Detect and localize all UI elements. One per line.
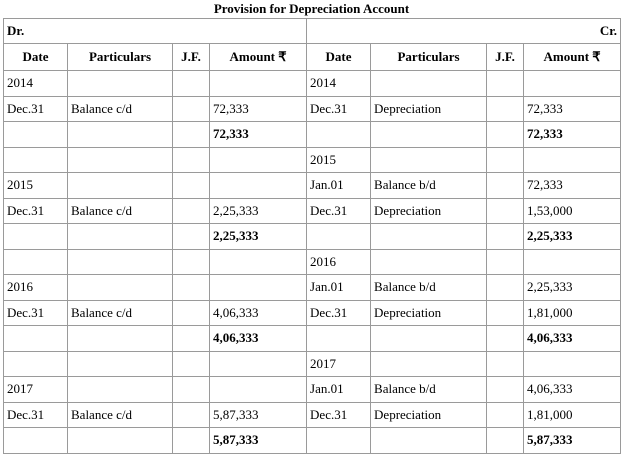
debit-date-cell: [4, 249, 68, 275]
credit-amount-cell: 2,25,333: [524, 224, 621, 250]
credit-date-cell: 2015: [307, 147, 371, 173]
table-row: [4, 402, 621, 428]
table-row: [4, 198, 621, 224]
debit-date-cell: Dec.31: [4, 300, 68, 326]
debit-particulars-cell: [68, 224, 173, 250]
credit-date-cell: 2016: [307, 249, 371, 275]
credit-date-cell: Dec.31: [307, 402, 371, 428]
side-label-row: [4, 19, 621, 44]
table-row: [4, 351, 621, 377]
total-row: [4, 122, 621, 148]
credit-date-cell: Dec.31: [307, 300, 371, 326]
credit-particulars-cell: Balance b/d: [371, 377, 487, 403]
debit-amount-cell: [210, 275, 307, 301]
debit-jf-cell: [173, 198, 210, 224]
credit-amount-cell: 72,333: [524, 173, 621, 199]
debit-date-cell: [4, 428, 68, 454]
debit-jf-cell: [173, 326, 210, 352]
credit-jf-cell: [487, 377, 524, 403]
debit-jf-cell: [173, 300, 210, 326]
debit-date-cell: Dec.31: [4, 198, 68, 224]
debit-jf-cell: [173, 147, 210, 173]
debit-side-label: Dr.: [4, 19, 307, 44]
credit-particulars-cell: Balance b/d: [371, 173, 487, 199]
debit-amount-header: Amount ₹: [210, 44, 307, 71]
debit-jf-cell: [173, 377, 210, 403]
debit-jf-cell: [173, 402, 210, 428]
debit-date-cell: [4, 351, 68, 377]
debit-date-cell: 2015: [4, 173, 68, 199]
credit-particulars-cell: [371, 428, 487, 454]
debit-date-cell: [4, 147, 68, 173]
credit-side-label: Cr.: [307, 19, 621, 44]
debit-particulars-cell: [68, 275, 173, 301]
debit-particulars-cell: [68, 249, 173, 275]
debit-particulars-cell: [68, 351, 173, 377]
credit-jf-cell: [487, 96, 524, 122]
credit-amount-cell: 1,53,000: [524, 198, 621, 224]
account-title: Provision for Depreciation Account: [213, 1, 410, 16]
credit-jf-cell: [487, 326, 524, 352]
debit-jf-header: J.F.: [173, 44, 210, 71]
credit-amount-cell: 4,06,333: [524, 326, 621, 352]
credit-jf-cell: [487, 122, 524, 148]
debit-amount-cell: 4,06,333: [210, 326, 307, 352]
table-row: [4, 147, 621, 173]
debit-particulars-cell: [68, 122, 173, 148]
credit-amount-cell: 5,87,333: [524, 428, 621, 454]
debit-particulars-cell: Balance c/d: [68, 300, 173, 326]
credit-particulars-cell: [371, 122, 487, 148]
credit-amount-cell: [524, 351, 621, 377]
debit-amount-cell: 72,333: [210, 96, 307, 122]
debit-amount-cell: 72,333: [210, 122, 307, 148]
table-row: [4, 71, 621, 97]
debit-jf-cell: [173, 428, 210, 454]
debit-jf-cell: [173, 96, 210, 122]
credit-date-cell: 2017: [307, 351, 371, 377]
credit-date-cell: [307, 122, 371, 148]
credit-date-cell: [307, 326, 371, 352]
debit-amount-cell: [210, 173, 307, 199]
credit-amount-cell: [524, 71, 621, 97]
credit-jf-cell: [487, 71, 524, 97]
debit-particulars-cell: Balance c/d: [68, 402, 173, 428]
debit-jf-cell: [173, 71, 210, 97]
debit-amount-cell: [210, 147, 307, 173]
credit-particulars-cell: [371, 351, 487, 377]
debit-amount-cell: [210, 249, 307, 275]
debit-amount-cell: 5,87,333: [210, 402, 307, 428]
debit-amount-cell: 2,25,333: [210, 198, 307, 224]
credit-amount-cell: 4,06,333: [524, 377, 621, 403]
credit-amount-cell: 1,81,000: [524, 300, 621, 326]
debit-date-cell: [4, 224, 68, 250]
debit-particulars-cell: [68, 147, 173, 173]
credit-amount-header: Amount ₹: [524, 44, 621, 71]
ledger-body: [4, 71, 621, 454]
credit-date-cell: [307, 224, 371, 250]
credit-jf-header: J.F.: [487, 44, 524, 71]
credit-jf-cell: [487, 224, 524, 250]
credit-particulars-cell: Depreciation: [371, 300, 487, 326]
debit-date-header: Date: [4, 44, 68, 71]
debit-amount-cell: [210, 71, 307, 97]
debit-particulars-header: Particulars: [68, 44, 173, 71]
table-row: [4, 96, 621, 122]
credit-jf-cell: [487, 402, 524, 428]
credit-particulars-cell: [371, 147, 487, 173]
debit-jf-cell: [173, 249, 210, 275]
credit-jf-cell: [487, 173, 524, 199]
debit-date-cell: Dec.31: [4, 402, 68, 428]
credit-amount-cell: [524, 147, 621, 173]
credit-jf-cell: [487, 147, 524, 173]
debit-particulars-cell: Balance c/d: [68, 96, 173, 122]
debit-amount-cell: 4,06,333: [210, 300, 307, 326]
debit-particulars-cell: [68, 377, 173, 403]
credit-date-cell: 2014: [307, 71, 371, 97]
debit-jf-cell: [173, 173, 210, 199]
debit-jf-cell: [173, 275, 210, 301]
total-row: [4, 428, 621, 454]
debit-amount-cell: 5,87,333: [210, 428, 307, 454]
total-row: [4, 224, 621, 250]
debit-date-cell: Dec.31: [4, 96, 68, 122]
debit-date-cell: [4, 122, 68, 148]
debit-particulars-cell: [68, 428, 173, 454]
table-row: [4, 249, 621, 275]
debit-amount-cell: 2,25,333: [210, 224, 307, 250]
debit-date-cell: [4, 326, 68, 352]
debit-amount-cell: [210, 377, 307, 403]
table-row: [4, 300, 621, 326]
debit-jf-cell: [173, 351, 210, 377]
credit-particulars-cell: [371, 224, 487, 250]
credit-jf-cell: [487, 249, 524, 275]
debit-jf-cell: [173, 122, 210, 148]
credit-jf-cell: [487, 300, 524, 326]
table-row: [4, 275, 621, 301]
credit-date-cell: Dec.31: [307, 96, 371, 122]
credit-date-cell: Jan.01: [307, 173, 371, 199]
credit-particulars-header: Particulars: [371, 44, 487, 71]
debit-date-cell: 2014: [4, 71, 68, 97]
debit-date-cell: 2016: [4, 275, 68, 301]
credit-particulars-cell: Depreciation: [371, 96, 487, 122]
credit-amount-cell: 72,333: [524, 122, 621, 148]
credit-particulars-cell: Depreciation: [371, 198, 487, 224]
debit-jf-cell: [173, 224, 210, 250]
credit-amount-cell: 72,333: [524, 96, 621, 122]
credit-particulars-cell: [371, 249, 487, 275]
credit-date-cell: Jan.01: [307, 377, 371, 403]
debit-particulars-cell: [68, 71, 173, 97]
ledger-table: [3, 18, 621, 454]
credit-amount-cell: 2,25,333: [524, 275, 621, 301]
credit-date-header: Date: [307, 44, 371, 71]
debit-particulars-cell: [68, 326, 173, 352]
credit-date-cell: Jan.01: [307, 275, 371, 301]
credit-jf-cell: [487, 275, 524, 301]
credit-particulars-cell: [371, 326, 487, 352]
credit-amount-cell: [524, 249, 621, 275]
total-row: [4, 326, 621, 352]
header-row: [4, 44, 621, 71]
credit-particulars-cell: [371, 71, 487, 97]
debit-amount-cell: [210, 351, 307, 377]
credit-jf-cell: [487, 351, 524, 377]
table-row: [4, 377, 621, 403]
credit-particulars-cell: Depreciation: [371, 402, 487, 428]
credit-date-cell: Dec.31: [307, 198, 371, 224]
credit-amount-cell: 1,81,000: [524, 402, 621, 428]
table-row: [4, 173, 621, 199]
credit-jf-cell: [487, 428, 524, 454]
debit-particulars-cell: [68, 173, 173, 199]
debit-particulars-cell: Balance c/d: [68, 198, 173, 224]
credit-jf-cell: [487, 198, 524, 224]
credit-particulars-cell: Balance b/d: [371, 275, 487, 301]
credit-date-cell: [307, 428, 371, 454]
debit-date-cell: 2017: [4, 377, 68, 403]
